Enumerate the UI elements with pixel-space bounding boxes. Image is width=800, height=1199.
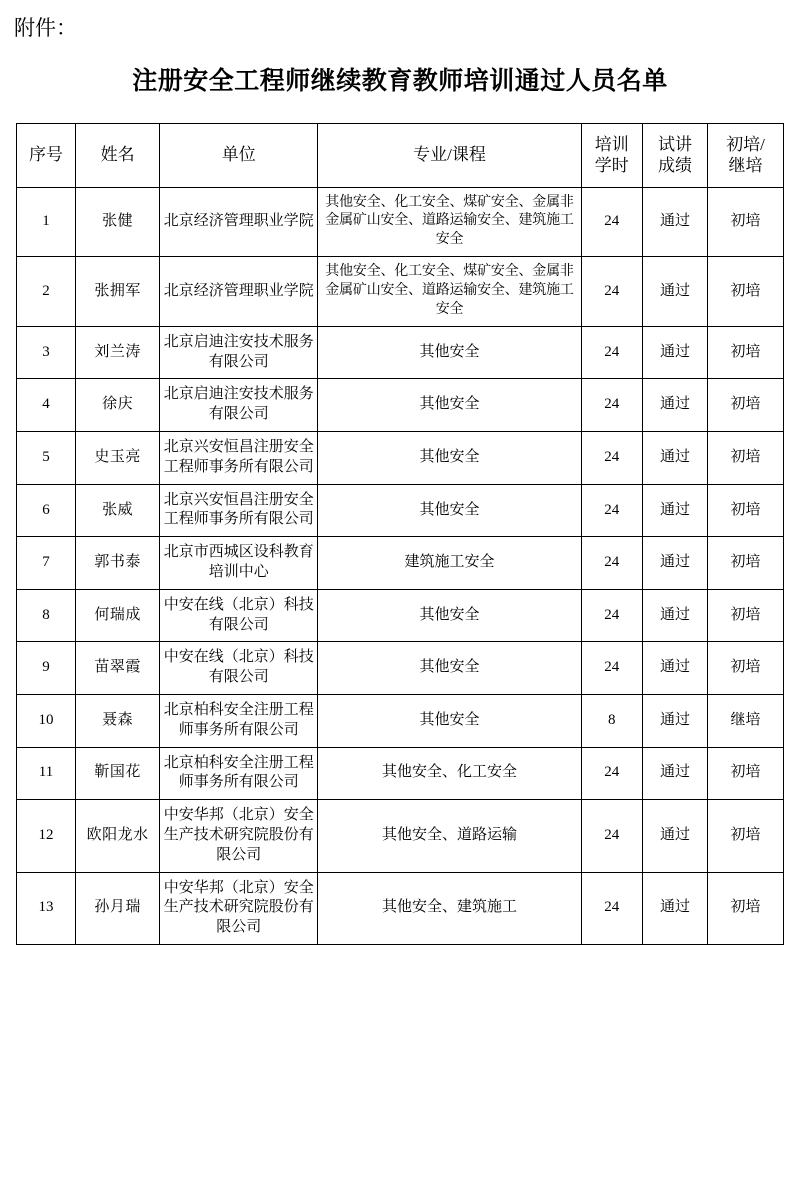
cell-name: 何瑞成	[76, 589, 160, 642]
cell-name: 刘兰涛	[76, 326, 160, 379]
table-row	[17, 187, 784, 257]
table-row	[17, 747, 784, 800]
cell-unit: 北京兴安恒昌注册安全工程师事务所有限公司	[160, 432, 318, 485]
cell-score: 通过	[642, 379, 707, 432]
cell-name: 史玉亮	[76, 432, 160, 485]
cell-name: 郭书泰	[76, 537, 160, 590]
cell-name: 聂森	[76, 695, 160, 748]
cell-major: 其他安全	[318, 642, 581, 695]
cell-major: 其他安全	[318, 379, 581, 432]
column-header-type-line2: 继培	[728, 156, 763, 176]
cell-unit: 北京柏科安全注册工程师事务所有限公司	[160, 747, 318, 800]
cell-type: 初培	[708, 379, 784, 432]
cell-seq: 12	[17, 800, 76, 872]
column-header-unit: 单位	[160, 124, 318, 188]
table-row	[17, 257, 784, 327]
cell-hours: 24	[581, 747, 642, 800]
cell-type: 初培	[708, 257, 784, 327]
cell-unit: 北京启迪注安技术服务有限公司	[160, 326, 318, 379]
cell-unit: 北京经济管理职业学院	[160, 257, 318, 327]
cell-score: 通过	[642, 326, 707, 379]
table-row	[17, 872, 784, 944]
cell-hours: 8	[581, 695, 642, 748]
cell-name: 张拥军	[76, 257, 160, 327]
cell-seq: 7	[17, 537, 76, 590]
cell-hours: 24	[581, 484, 642, 537]
roster-table	[16, 123, 784, 945]
cell-type: 初培	[708, 187, 784, 257]
column-header-type-line1: 初培/	[726, 135, 765, 154]
cell-type: 初培	[708, 642, 784, 695]
cell-name: 苗翠霞	[76, 642, 160, 695]
cell-major: 其他安全、化工安全	[318, 747, 581, 800]
cell-unit: 北京启迪注安技术服务有限公司	[160, 379, 318, 432]
cell-hours: 24	[581, 872, 642, 944]
cell-type: 继培	[708, 695, 784, 748]
cell-type: 初培	[708, 800, 784, 872]
cell-unit: 北京市西城区设科教育培训中心	[160, 537, 318, 590]
table-row	[17, 695, 784, 748]
column-header-score-line1: 试讲	[657, 135, 692, 154]
cell-hours: 24	[581, 187, 642, 257]
cell-hours: 24	[581, 800, 642, 872]
cell-name: 欧阳龙水	[76, 800, 160, 872]
cell-type: 初培	[708, 747, 784, 800]
cell-type: 初培	[708, 872, 784, 944]
cell-seq: 8	[17, 589, 76, 642]
cell-seq: 5	[17, 432, 76, 485]
cell-major: 建筑施工安全	[318, 537, 581, 590]
roster-table-container	[16, 123, 784, 945]
cell-type: 初培	[708, 326, 784, 379]
cell-unit: 北京柏科安全注册工程师事务所有限公司	[160, 695, 318, 748]
cell-major: 其他安全、化工安全、煤矿安全、金属非金属矿山安全、道路运输安全、建筑施工安全	[318, 257, 581, 327]
cell-major: 其他安全	[318, 589, 581, 642]
cell-seq: 9	[17, 642, 76, 695]
cell-unit: 中安在线（北京）科技有限公司	[160, 589, 318, 642]
cell-seq: 2	[17, 257, 76, 327]
column-header-name: 姓名	[76, 124, 160, 188]
cell-score: 通过	[642, 432, 707, 485]
cell-major: 其他安全	[318, 432, 581, 485]
cell-name: 徐庆	[76, 379, 160, 432]
attachment-label: 附件：	[14, 16, 77, 40]
cell-score: 通过	[642, 589, 707, 642]
cell-unit: 北京经济管理职业学院	[160, 187, 318, 257]
cell-name: 张威	[76, 484, 160, 537]
cell-unit: 中安华邦（北京）安全生产技术研究院股份有限公司	[160, 800, 318, 872]
cell-hours: 24	[581, 326, 642, 379]
table-header-row	[17, 124, 784, 188]
cell-seq: 6	[17, 484, 76, 537]
cell-hours: 24	[581, 432, 642, 485]
table-header	[17, 124, 784, 188]
column-header-hours-line1: 培训	[594, 135, 629, 154]
cell-hours: 24	[581, 642, 642, 695]
table-row	[17, 326, 784, 379]
cell-major: 其他安全	[318, 326, 581, 379]
cell-score: 通过	[642, 257, 707, 327]
table-row	[17, 800, 784, 872]
table-body	[17, 187, 784, 944]
column-header-type	[708, 124, 784, 188]
table-row	[17, 589, 784, 642]
column-header-score	[642, 124, 707, 188]
table-row	[17, 432, 784, 485]
page-title: 注册安全工程师继续教育教师培训通过人员名单	[132, 68, 668, 95]
column-header-seq: 序号	[17, 124, 76, 188]
cell-score: 通过	[642, 695, 707, 748]
cell-seq: 3	[17, 326, 76, 379]
cell-score: 通过	[642, 187, 707, 257]
cell-hours: 24	[581, 537, 642, 590]
cell-seq: 11	[17, 747, 76, 800]
cell-name: 靳国花	[76, 747, 160, 800]
table-row	[17, 379, 784, 432]
cell-unit: 中安在线（北京）科技有限公司	[160, 642, 318, 695]
column-header-hours-line2: 学时	[594, 156, 629, 176]
column-header-score-line2: 成绩	[657, 156, 692, 176]
cell-unit: 北京兴安恒昌注册安全工程师事务所有限公司	[160, 484, 318, 537]
cell-seq: 1	[17, 187, 76, 257]
table-row	[17, 537, 784, 590]
cell-type: 初培	[708, 537, 784, 590]
cell-seq: 10	[17, 695, 76, 748]
cell-name: 张健	[76, 187, 160, 257]
cell-seq: 13	[17, 872, 76, 944]
cell-score: 通过	[642, 484, 707, 537]
cell-score: 通过	[642, 537, 707, 590]
cell-major: 其他安全、化工安全、煤矿安全、金属非金属矿山安全、道路运输安全、建筑施工安全	[318, 187, 581, 257]
cell-major: 其他安全	[318, 695, 581, 748]
column-header-hours	[581, 124, 642, 188]
cell-seq: 4	[17, 379, 76, 432]
cell-major: 其他安全、建筑施工	[318, 872, 581, 944]
table-row	[17, 642, 784, 695]
table-row	[17, 484, 784, 537]
cell-type: 初培	[708, 432, 784, 485]
cell-hours: 24	[581, 589, 642, 642]
cell-type: 初培	[708, 484, 784, 537]
cell-hours: 24	[581, 257, 642, 327]
cell-score: 通过	[642, 747, 707, 800]
cell-name: 孙月瑞	[76, 872, 160, 944]
cell-score: 通过	[642, 642, 707, 695]
cell-hours: 24	[581, 379, 642, 432]
cell-score: 通过	[642, 872, 707, 944]
cell-type: 初培	[708, 589, 784, 642]
cell-major: 其他安全	[318, 484, 581, 537]
cell-unit: 中安华邦（北京）安全生产技术研究院股份有限公司	[160, 872, 318, 944]
cell-major: 其他安全、道路运输	[318, 800, 581, 872]
cell-score: 通过	[642, 800, 707, 872]
column-header-major: 专业/课程	[318, 124, 581, 188]
